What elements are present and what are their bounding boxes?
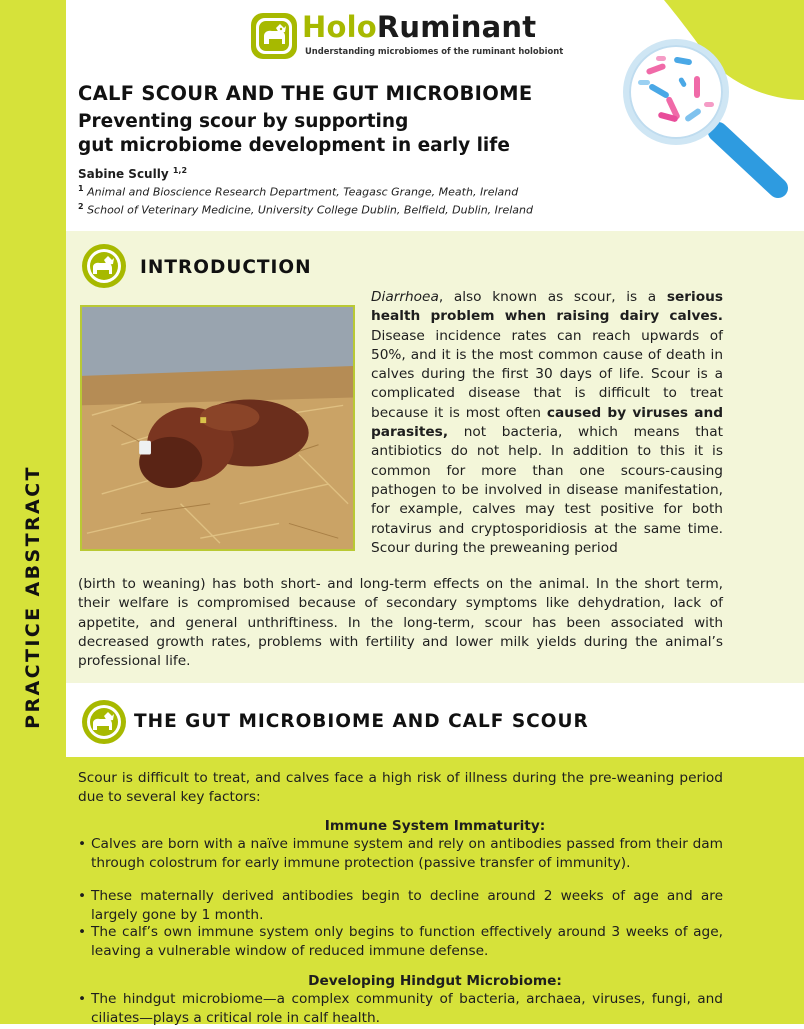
calf-logo-icon (250, 12, 298, 60)
page-title: CALF SCOUR AND THE GUT MICROBIOME (78, 82, 533, 105)
intro-text-c: Disease incidence rates can reach upwards of 50%, and it is the most common cause of death in calves during the first 30 days of life. Scour is a complicated disease that is difficult to treat because it is most often (371, 327, 723, 421)
bullet-dot: • (78, 991, 87, 1007)
bullet-dot: • (78, 924, 87, 940)
brand-name-part1: Holo (302, 10, 377, 44)
page-subtitle (78, 110, 598, 158)
immune-bullet-3 (78, 923, 723, 962)
immune-bullet-1 (78, 835, 723, 874)
intro-paragraph-1 (371, 288, 723, 558)
magnifier-microbes-icon (618, 36, 790, 202)
intro-bold-2: caused by viruses and parasites, (371, 404, 723, 441)
bullet-dot: • (78, 888, 87, 904)
immune-bullet-2-text: These maternally derived antibodies begin to decline around 2 weeks of age and are largely gone by 1 month. (91, 888, 723, 924)
calf-section-icon (80, 242, 128, 290)
intro-em: Diarrhoea (371, 289, 439, 305)
author (78, 166, 187, 181)
affiliation-1-text: Animal and Bioscience Research Department, Teagasc Grange, Meath, Ireland (87, 185, 519, 199)
affiliation-2-text: School of Veterinary Medicine, University College Dublin, Belfield, Dublin, Ireland (87, 203, 533, 217)
introduction-heading: INTRODUCTION (140, 257, 312, 278)
subtitle-line-1: Preventing scour by supporting (78, 111, 409, 132)
hindgut-bullet-1 (78, 990, 723, 1029)
intro-bold-1: serious health problem when raising dairy calves. (371, 289, 723, 325)
author-name: Sabine Scully (78, 167, 169, 181)
sidebar-band (0, 0, 66, 1024)
intro-text-d: not bacteria, which means that antibiotics do not help. In addition to this it is common for more than one scours-causing pathogen to be involved in disease manifestation, for example, calves may test positive for both rotavirus and cryptosporidiosis at the same time. Scour during the preweaning period (371, 424, 723, 556)
affiliation-2-num: 2 (78, 202, 84, 211)
immune-heading: Immune System Immaturity: (324, 818, 546, 834)
hindgut-bullet-1-text: The hindgut microbiome—a complex community of bacteria, archaea, viruses, fungi, and ciliates—plays a critical role in calf health. (91, 991, 723, 1027)
subtitle-line-2: gut microbiome development in early life (78, 135, 510, 156)
calf-section-icon (80, 698, 128, 746)
intro-paragraph-2: (birth to weaning) has both short- and long-term effects on the animal. In the short term, their welfare is compromised because of secondary symptoms like dehydration, lack of appetite, and general unthriftiness. In the long-term, scour has been associated with decreased growth rates, problems with fertility and lower milk yields during the animal’s professional life. (78, 576, 723, 670)
practice-abstract-label: PRACTICE ABSTRACT (22, 465, 44, 729)
affiliation-2 (78, 202, 533, 217)
immune-bullet-3-text: The calf’s own immune system only begins to function effectively around 3 weeks of age, leaving a vulnerable window of reduced immune defense. (91, 924, 723, 960)
brand-tagline: Understanding microbiomes of the ruminant holobiont (305, 46, 564, 56)
intro-text-a: , also known as scour, is a (438, 289, 667, 305)
gut-section-heading: THE GUT MICROBIOME AND CALF SCOUR (134, 711, 589, 732)
affiliation-1 (78, 184, 518, 199)
sidebar-label (0, 352, 66, 842)
author-sup: 1,2 (172, 166, 188, 175)
gut-intro: Scour is difficult to treat, and calves face a high risk of illness during the pre-weaning period due to several key factors: (78, 770, 723, 806)
brand-logo (250, 10, 564, 62)
immune-bullet-1-text: Calves are born with a naïve immune system and rely on antibodies passed from their dam through colostrum for early immune protection (passive transfer of immunity). (91, 836, 723, 872)
brand-name-part2: Ruminant (376, 10, 537, 44)
immune-bullet-2 (78, 887, 723, 926)
calf-photo (80, 305, 355, 551)
hindgut-heading: Developing Hindgut Microbiome: (308, 973, 562, 989)
brand-name (302, 10, 536, 44)
bullet-dot: • (78, 836, 87, 852)
affiliation-1-num: 1 (78, 184, 84, 193)
